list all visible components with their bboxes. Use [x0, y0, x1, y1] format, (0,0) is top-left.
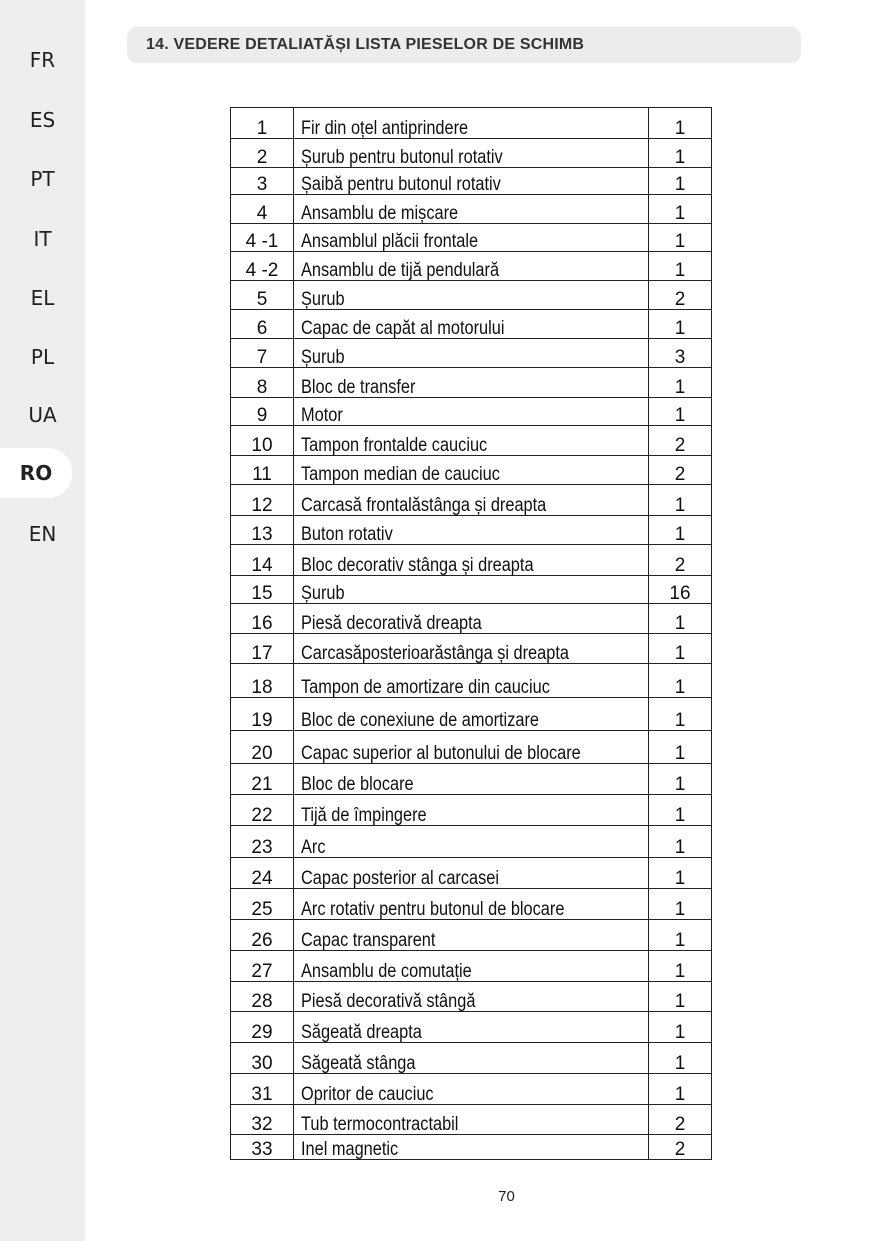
- lang-en[interactable]: EN: [28, 522, 57, 546]
- part-description: Arc rotativ pentru butonul de blocare: [301, 899, 565, 920]
- table-row: [231, 951, 712, 982]
- table-row: [231, 889, 712, 920]
- table-row: [231, 731, 712, 764]
- table-row: [231, 1012, 712, 1043]
- part-description: Ansamblul plăcii frontale: [301, 231, 479, 252]
- part-number: 8: [231, 368, 294, 398]
- part-description: Piesă decorativă dreapta: [301, 613, 482, 634]
- part-description-cell: [294, 281, 649, 310]
- part-description-cell: [294, 168, 649, 195]
- part-description-cell: [294, 604, 649, 634]
- part-description: Bloc de conexiune de amortizare: [301, 710, 539, 731]
- part-number: 11: [231, 456, 294, 485]
- part-description: Bloc decorativ stânga și dreapta: [301, 555, 534, 576]
- part-description: Ansamblu de mișcare: [301, 203, 459, 224]
- part-quantity: 1: [649, 858, 712, 889]
- part-number: 7: [231, 339, 294, 368]
- part-description: Tijă de împingere: [301, 805, 427, 826]
- table-row: [231, 108, 712, 139]
- part-description-cell: [294, 368, 649, 398]
- part-description: Șurub: [301, 583, 345, 604]
- spare-parts-table: [230, 107, 712, 1160]
- part-number: 9: [231, 398, 294, 426]
- part-description-cell: [294, 195, 649, 224]
- table-row: [231, 224, 712, 252]
- part-quantity: 1: [649, 1074, 712, 1105]
- table-row: [231, 634, 712, 664]
- part-quantity: 1: [649, 698, 712, 731]
- part-description-cell: [294, 339, 649, 368]
- part-quantity: 1: [649, 516, 712, 545]
- part-quantity: 1: [649, 634, 712, 664]
- table-row: [231, 858, 712, 889]
- part-number: 29: [231, 1012, 294, 1043]
- table-row: [231, 826, 712, 858]
- part-quantity: 1: [649, 826, 712, 858]
- part-description-cell: [294, 920, 649, 951]
- lang-it[interactable]: IT: [33, 227, 52, 251]
- part-description-cell: [294, 139, 649, 168]
- part-quantity: 1: [649, 604, 712, 634]
- part-description: Tampon de amortizare din cauciuc: [301, 677, 550, 698]
- part-quantity: 1: [649, 795, 712, 826]
- page-number: 70: [498, 1188, 515, 1205]
- table-row: [231, 516, 712, 545]
- part-quantity: 1: [649, 108, 712, 139]
- part-number: 14: [231, 545, 294, 576]
- part-number: 3: [231, 168, 294, 195]
- part-description: Ansamblu de tijă pendulară: [301, 260, 500, 281]
- part-number: 28: [231, 982, 294, 1012]
- part-description: Piesă decorativă stângă: [301, 991, 476, 1012]
- part-number: 31: [231, 1074, 294, 1105]
- part-description-cell: [294, 1043, 649, 1074]
- part-quantity: 2: [649, 426, 712, 456]
- part-description: Săgeată dreapta: [301, 1022, 422, 1043]
- table-row: [231, 1074, 712, 1105]
- table-row: [231, 920, 712, 951]
- table-row: [231, 168, 712, 195]
- part-description-cell: [294, 1074, 649, 1105]
- part-description-cell: [294, 516, 649, 545]
- part-number: 26: [231, 920, 294, 951]
- table-row: [231, 252, 712, 281]
- part-number: 33: [231, 1135, 294, 1160]
- part-description: Motor: [301, 405, 343, 426]
- part-description-cell: [294, 108, 649, 139]
- part-number: 17: [231, 634, 294, 664]
- part-quantity: 1: [649, 252, 712, 281]
- part-description: Fir din oțel antiprindere: [301, 118, 469, 139]
- part-description: Inel magnetic: [301, 1139, 399, 1160]
- part-number: 27: [231, 951, 294, 982]
- part-description: Capac posterior al carcasei: [301, 868, 499, 889]
- part-number: 12: [231, 485, 294, 516]
- lang-pl[interactable]: PL: [30, 345, 55, 369]
- part-quantity: 1: [649, 310, 712, 339]
- part-description: Șaibă pentru butonul rotativ: [301, 174, 501, 195]
- part-description: Bloc de blocare: [301, 774, 414, 795]
- lang-ua[interactable]: UA: [28, 403, 57, 427]
- part-quantity: 1: [649, 398, 712, 426]
- part-description-cell: [294, 485, 649, 516]
- part-quantity: 2: [649, 281, 712, 310]
- part-number: 32: [231, 1105, 294, 1135]
- table-row: [231, 456, 712, 485]
- part-quantity: 1: [649, 485, 712, 516]
- part-description: Capac transparent: [301, 930, 436, 951]
- part-description-cell: [294, 826, 649, 858]
- part-description-cell: [294, 576, 649, 604]
- part-number: 4 -2: [231, 252, 294, 281]
- table-row: [231, 576, 712, 604]
- part-quantity: 1: [649, 920, 712, 951]
- part-quantity: 1: [649, 764, 712, 795]
- part-description-cell: [294, 545, 649, 576]
- part-quantity: 1: [649, 951, 712, 982]
- part-quantity: 1: [649, 368, 712, 398]
- part-description-cell: [294, 426, 649, 456]
- lang-el[interactable]: EL: [30, 286, 55, 310]
- part-number: 19: [231, 698, 294, 731]
- table-row: [231, 1135, 712, 1160]
- part-quantity: 1: [649, 1012, 712, 1043]
- part-description: Șurub: [301, 347, 345, 368]
- part-description: Carcasăposterioarăstânga și dreapta: [301, 643, 569, 664]
- part-quantity: 3: [649, 339, 712, 368]
- table-row: [231, 310, 712, 339]
- part-description: Arc: [301, 837, 326, 858]
- part-quantity: 1: [649, 731, 712, 764]
- part-quantity: 2: [649, 1105, 712, 1135]
- part-description-cell: [294, 456, 649, 485]
- part-description-cell: [294, 634, 649, 664]
- part-number: 30: [231, 1043, 294, 1074]
- part-quantity: 2: [649, 456, 712, 485]
- section-title: 14. VEDERE DETALIATĂȘI LISTA PIESELOR DE SCHIMB: [146, 36, 585, 53]
- table-row: [231, 281, 712, 310]
- part-description: Tub termocontractabil: [301, 1114, 459, 1135]
- part-description-cell: [294, 252, 649, 281]
- part-number: 21: [231, 764, 294, 795]
- part-number: 25: [231, 889, 294, 920]
- part-number: 16: [231, 604, 294, 634]
- part-description: Ansamblu de comutație: [301, 961, 472, 982]
- table-row: [231, 664, 712, 698]
- part-number: 24: [231, 858, 294, 889]
- part-quantity: 1: [649, 664, 712, 698]
- lang-fr[interactable]: FR: [29, 48, 56, 72]
- part-quantity: 1: [649, 168, 712, 195]
- part-description-cell: [294, 1135, 649, 1160]
- part-quantity: 1: [649, 1043, 712, 1074]
- part-number: 1: [231, 108, 294, 139]
- table-row: [231, 195, 712, 224]
- part-description-cell: [294, 858, 649, 889]
- part-description-cell: [294, 224, 649, 252]
- part-description: Capac de capăt al motorului: [301, 318, 505, 339]
- part-number: 5: [231, 281, 294, 310]
- part-description: Bloc de transfer: [301, 377, 416, 398]
- table-row: [231, 398, 712, 426]
- table-row: [231, 339, 712, 368]
- part-description-cell: [294, 731, 649, 764]
- part-description-cell: [294, 698, 649, 731]
- part-number: 13: [231, 516, 294, 545]
- table-row: [231, 139, 712, 168]
- part-number: 15: [231, 576, 294, 604]
- part-description-cell: [294, 764, 649, 795]
- part-description: Șurub pentru butonul rotativ: [301, 147, 503, 168]
- lang-pt[interactable]: PT: [30, 167, 55, 191]
- part-number: 4: [231, 195, 294, 224]
- part-description-cell: [294, 1012, 649, 1043]
- part-number: 6: [231, 310, 294, 339]
- part-description: Carcasă frontalăstânga și dreapta: [301, 495, 547, 516]
- part-description: Șurub: [301, 289, 345, 310]
- table-row: [231, 982, 712, 1012]
- part-number: 2: [231, 139, 294, 168]
- part-quantity: 1: [649, 139, 712, 168]
- part-description: Capac superior al butonului de blocare: [301, 743, 581, 764]
- part-description-cell: [294, 1105, 649, 1135]
- part-number: 23: [231, 826, 294, 858]
- part-description: Săgeată stânga: [301, 1053, 416, 1074]
- table-row: [231, 1043, 712, 1074]
- part-description-cell: [294, 398, 649, 426]
- part-description: Tampon frontalde cauciuc: [301, 435, 488, 456]
- table-row: [231, 604, 712, 634]
- part-description: Buton rotativ: [301, 524, 393, 545]
- part-description-cell: [294, 982, 649, 1012]
- part-quantity: 16: [649, 576, 712, 604]
- part-quantity: 2: [649, 1135, 712, 1160]
- table-row: [231, 795, 712, 826]
- table-row: [231, 698, 712, 731]
- part-number: 22: [231, 795, 294, 826]
- language-sidebar: [0, 0, 85, 1241]
- part-description: Tampon median de cauciuc: [301, 464, 500, 485]
- part-quantity: 1: [649, 982, 712, 1012]
- part-description-cell: [294, 951, 649, 982]
- part-quantity: 1: [649, 195, 712, 224]
- part-quantity: 1: [649, 224, 712, 252]
- part-quantity: 2: [649, 545, 712, 576]
- lang-ro-active[interactable]: RO: [0, 448, 72, 498]
- table-row: [231, 485, 712, 516]
- part-description-cell: [294, 889, 649, 920]
- part-quantity: 1: [649, 889, 712, 920]
- table-row: [231, 426, 712, 456]
- part-description: Opritor de cauciuc: [301, 1084, 434, 1105]
- part-description-cell: [294, 664, 649, 698]
- part-number: 10: [231, 426, 294, 456]
- table-row: [231, 764, 712, 795]
- part-number: 4 -1: [231, 224, 294, 252]
- table-row: [231, 368, 712, 398]
- table-row: [231, 545, 712, 576]
- section-header: [127, 27, 801, 63]
- part-number: 20: [231, 731, 294, 764]
- lang-es[interactable]: ES: [29, 108, 56, 132]
- table-row: [231, 1105, 712, 1135]
- part-number: 18: [231, 664, 294, 698]
- part-description-cell: [294, 795, 649, 826]
- part-description-cell: [294, 310, 649, 339]
